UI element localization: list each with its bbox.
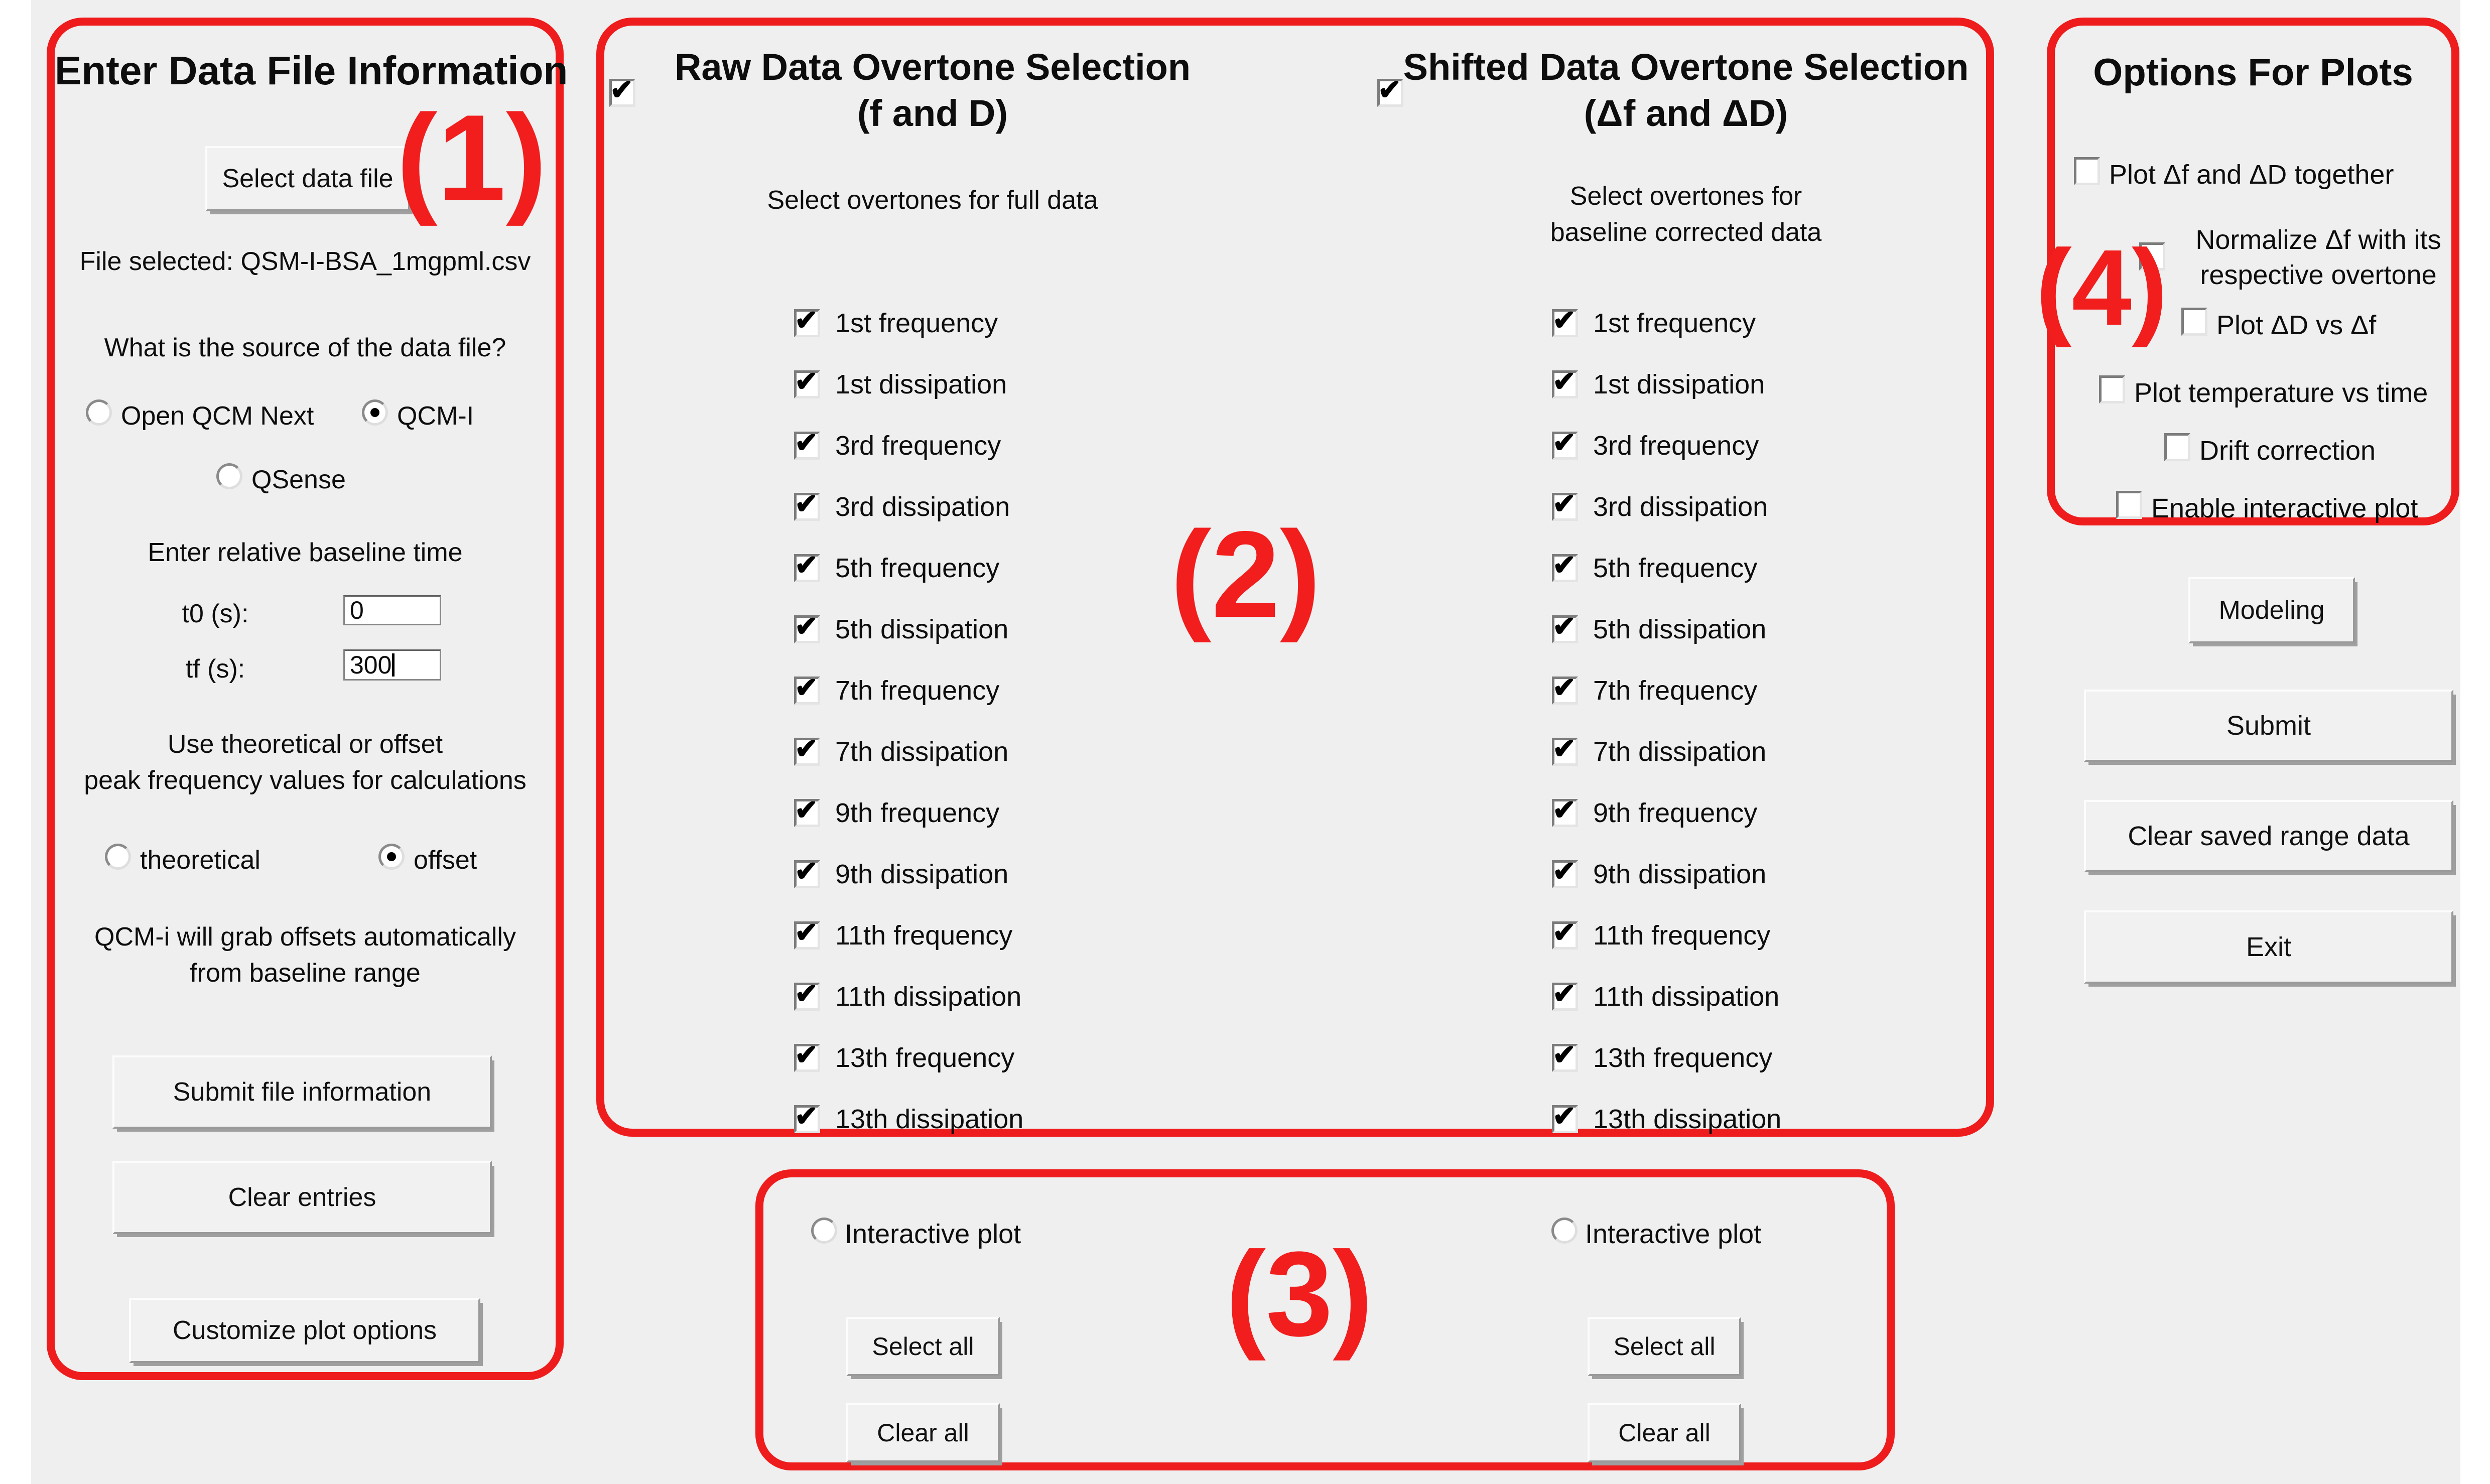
overtone-label: 3rd dissipation [835, 492, 1010, 522]
overtone-row [1552, 354, 1781, 415]
overtone-checkbox[interactable] [1552, 799, 1578, 827]
overtone-row [1552, 721, 1781, 782]
overtone-checkbox[interactable] [794, 983, 820, 1011]
overtone-checkbox[interactable] [794, 615, 820, 643]
tf-label: tf (s): [185, 654, 245, 684]
overtone-label: 3rd dissipation [1593, 492, 1768, 522]
plot-dd-vs-df-checkbox[interactable] [2181, 308, 2207, 336]
overtone-row [794, 293, 1023, 354]
peak-question-line2: peak frequency values for calculations [84, 766, 527, 795]
shifted-clear-all-button[interactable]: Clear all [1588, 1403, 1741, 1462]
overtone-label: 5th frequency [1593, 553, 1758, 583]
source-question: What is the source of the data file? [104, 333, 506, 362]
overtone-checkbox[interactable] [1552, 554, 1578, 582]
overtone-row [794, 415, 1023, 476]
overtone-row [794, 966, 1023, 1027]
overtone-row [1552, 1089, 1781, 1150]
overtone-checkbox[interactable] [1552, 677, 1578, 705]
shifted-section-title: Shifted Data Overtone Selection [1403, 46, 1969, 88]
overtone-label: 1st dissipation [835, 369, 1007, 399]
overtone-label: 11th frequency [835, 920, 1013, 951]
overtone-row [1552, 905, 1781, 966]
overtone-row [1552, 537, 1781, 599]
overtone-label: 3rd frequency [835, 431, 1001, 461]
overtone-row [794, 782, 1023, 844]
enable-interactive-plot-label: Enable interactive plot [2151, 493, 2418, 523]
submit-button[interactable]: Submit [2084, 690, 2453, 762]
shifted-section-hint-line2: baseline corrected data [1550, 218, 1822, 247]
submit-file-information-button[interactable]: Submit file information [112, 1055, 492, 1129]
overtone-label: 9th frequency [835, 798, 1000, 828]
normalize-df-label-line2: respective overtone [2200, 260, 2437, 290]
overtone-label: 7th frequency [835, 676, 1000, 706]
overtone-label: 1st frequency [1593, 308, 1756, 338]
overtone-checkbox[interactable] [794, 921, 820, 950]
overtone-label: 7th frequency [1593, 676, 1758, 706]
overtone-row [794, 537, 1023, 599]
overtone-checkbox[interactable] [794, 432, 820, 460]
peak-question-line1: Use theoretical or offset [167, 730, 443, 759]
file-selected-text: File selected: QSM-I-BSA_1mgpml.csv [79, 247, 531, 276]
radio-offset-label: offset [414, 846, 477, 875]
enable-interactive-plot-checkbox[interactable] [2116, 491, 2142, 519]
radio-qsense-label: QSense [251, 465, 346, 494]
exit-button[interactable]: Exit [2084, 910, 2453, 984]
overtone-label: 1st frequency [835, 308, 998, 338]
overtone-checkbox[interactable] [1552, 1044, 1578, 1072]
baseline-heading: Enter relative baseline time [148, 538, 463, 567]
overtone-label: 7th dissipation [1593, 737, 1767, 767]
overtone-row [1552, 1027, 1781, 1089]
overtone-checkbox[interactable] [1552, 615, 1578, 643]
annotation-2: (2) [1170, 505, 1321, 643]
radio-qsense[interactable] [216, 463, 242, 489]
tf-input[interactable]: 300 [343, 649, 441, 681]
drift-correction-checkbox[interactable] [2164, 433, 2190, 461]
offset-note-line2: from baseline range [190, 959, 421, 988]
overtone-checkbox[interactable] [794, 309, 820, 337]
window-left-margin [0, 0, 31, 1484]
overtone-label: 5th dissipation [835, 614, 1009, 644]
offset-note-line1: QCM-i will grab offsets automatically [94, 922, 516, 952]
overtone-row [794, 476, 1023, 537]
overtone-label: 13th dissipation [1593, 1104, 1782, 1134]
radio-open-qcm-next[interactable] [86, 399, 112, 426]
overtone-label: 9th dissipation [1593, 859, 1767, 889]
overtone-label: 7th dissipation [835, 737, 1009, 767]
plot-df-dd-together-checkbox[interactable] [2074, 157, 2100, 185]
overtone-row [794, 1089, 1023, 1150]
radio-theoretical[interactable] [105, 844, 131, 870]
raw-section-title: Raw Data Overtone Selection [674, 46, 1191, 88]
shifted-interactive-plot-radio[interactable] [1551, 1218, 1578, 1244]
overtone-checkbox[interactable] [1552, 1105, 1578, 1133]
select-data-file-button[interactable]: Select data file [205, 146, 410, 211]
raw-interactive-plot-label: Interactive plot [845, 1219, 1021, 1249]
overtone-checkbox[interactable] [1552, 432, 1578, 460]
shifted-section-subtitle: (Δf and ΔD) [1584, 92, 1788, 134]
radio-qcm-i-label: QCM-I [397, 401, 474, 431]
text-cursor [392, 653, 395, 677]
overtone-row [1552, 293, 1781, 354]
overtone-label: 11th dissipation [835, 982, 1022, 1012]
overtone-label: 13th dissipation [835, 1104, 1024, 1134]
overtone-row [1552, 415, 1781, 476]
overtone-checkbox[interactable] [1552, 309, 1578, 337]
raw-interactive-plot-radio[interactable] [811, 1218, 837, 1244]
overtone-checkbox[interactable] [794, 1105, 820, 1133]
overtone-checkbox[interactable] [794, 493, 820, 521]
raw-clear-all-button[interactable]: Clear all [846, 1403, 1000, 1462]
annotation-4: (4) [2036, 227, 2168, 348]
overtone-row [794, 660, 1023, 721]
overtone-label: 3rd frequency [1593, 431, 1759, 461]
overtone-checkbox[interactable] [794, 1044, 820, 1072]
overtone-checkbox[interactable] [794, 860, 820, 888]
overtone-row [1552, 844, 1781, 905]
raw-section-hint: Select overtones for full data [767, 186, 1098, 215]
file-panel-title: Enter Data File Information [55, 48, 568, 93]
raw-select-all-button[interactable]: Select all [846, 1317, 1000, 1376]
window-right-margin [2460, 0, 2490, 1484]
modeling-button[interactable]: Modeling [2188, 577, 2355, 643]
overtone-label: 9th frequency [1593, 798, 1758, 828]
overtone-row [1552, 966, 1781, 1027]
drift-correction-label: Drift correction [2199, 436, 2376, 466]
overtone-label: 9th dissipation [835, 859, 1009, 889]
overtone-label: 5th dissipation [1593, 614, 1767, 644]
overtone-checkbox[interactable] [1552, 860, 1578, 888]
radio-qcm-i[interactable] [362, 399, 388, 426]
overtone-checkbox[interactable] [794, 554, 820, 582]
radio-offset[interactable] [378, 844, 405, 870]
overtone-label: 11th dissipation [1593, 982, 1780, 1012]
overtone-label: 11th frequency [1593, 920, 1771, 951]
overtone-row [794, 354, 1023, 415]
overtone-label: 1st dissipation [1593, 369, 1765, 399]
overtone-label: 5th frequency [835, 553, 1000, 583]
overtone-row [794, 721, 1023, 782]
overtone-checkbox[interactable] [1552, 493, 1578, 521]
plot-temperature-label: Plot temperature vs time [2134, 378, 2428, 408]
overtone-checkbox[interactable] [1552, 738, 1578, 766]
clear-entries-button[interactable]: Clear entries [112, 1161, 492, 1234]
t0-label: t0 (s): [182, 599, 249, 628]
t0-input[interactable]: 0 [343, 595, 441, 625]
overtone-row [1552, 782, 1781, 844]
overtone-row [794, 599, 1023, 660]
overtone-checkbox[interactable] [794, 677, 820, 705]
plot-temperature-checkbox[interactable] [2099, 375, 2125, 403]
plot-dd-vs-df-label: Plot ΔD vs Δf [2216, 310, 2377, 340]
overtone-checkbox[interactable] [1552, 921, 1578, 950]
overtone-label: 13th frequency [1593, 1043, 1773, 1073]
annotation-1: (1) [397, 89, 547, 226]
raw-overtone-list [794, 293, 1023, 1150]
plot-df-dd-together-label: Plot Δf and ΔD together [2109, 160, 2394, 190]
annotation-3: (3) [1226, 1227, 1373, 1361]
raw-section-subtitle: (f and D) [857, 92, 1008, 134]
shifted-select-all-button[interactable]: Select all [1588, 1317, 1741, 1376]
shifted-overtone-list [1552, 293, 1781, 1150]
radio-open-qcm-next-label: Open QCM Next [121, 401, 314, 431]
overtone-checkbox[interactable] [794, 799, 820, 827]
plot-options-title: Options For Plots [2093, 51, 2413, 94]
overtone-row [1552, 599, 1781, 660]
normalize-df-label-line1: Normalize Δf with its [2195, 225, 2441, 255]
shifted-interactive-plot-label: Interactive plot [1585, 1219, 1762, 1249]
overtone-row [1552, 660, 1781, 721]
overtone-label: 13th frequency [835, 1043, 1015, 1073]
overtone-row [1552, 476, 1781, 537]
overtone-checkbox[interactable] [794, 738, 820, 766]
customize-plot-options-button[interactable]: Customize plot options [129, 1298, 480, 1363]
radio-theoretical-label: theoretical [140, 846, 260, 875]
overtone-checkbox[interactable] [1552, 370, 1578, 398]
overtone-row [794, 905, 1023, 966]
overtone-checkbox[interactable] [1552, 983, 1578, 1011]
clear-saved-range-data-button[interactable]: Clear saved range data [2084, 800, 2453, 872]
overtone-row [794, 1027, 1023, 1089]
overtone-checkbox[interactable] [794, 370, 820, 398]
overtone-row [794, 844, 1023, 905]
shifted-section-hint-line1: Select overtones for [1569, 182, 1802, 211]
